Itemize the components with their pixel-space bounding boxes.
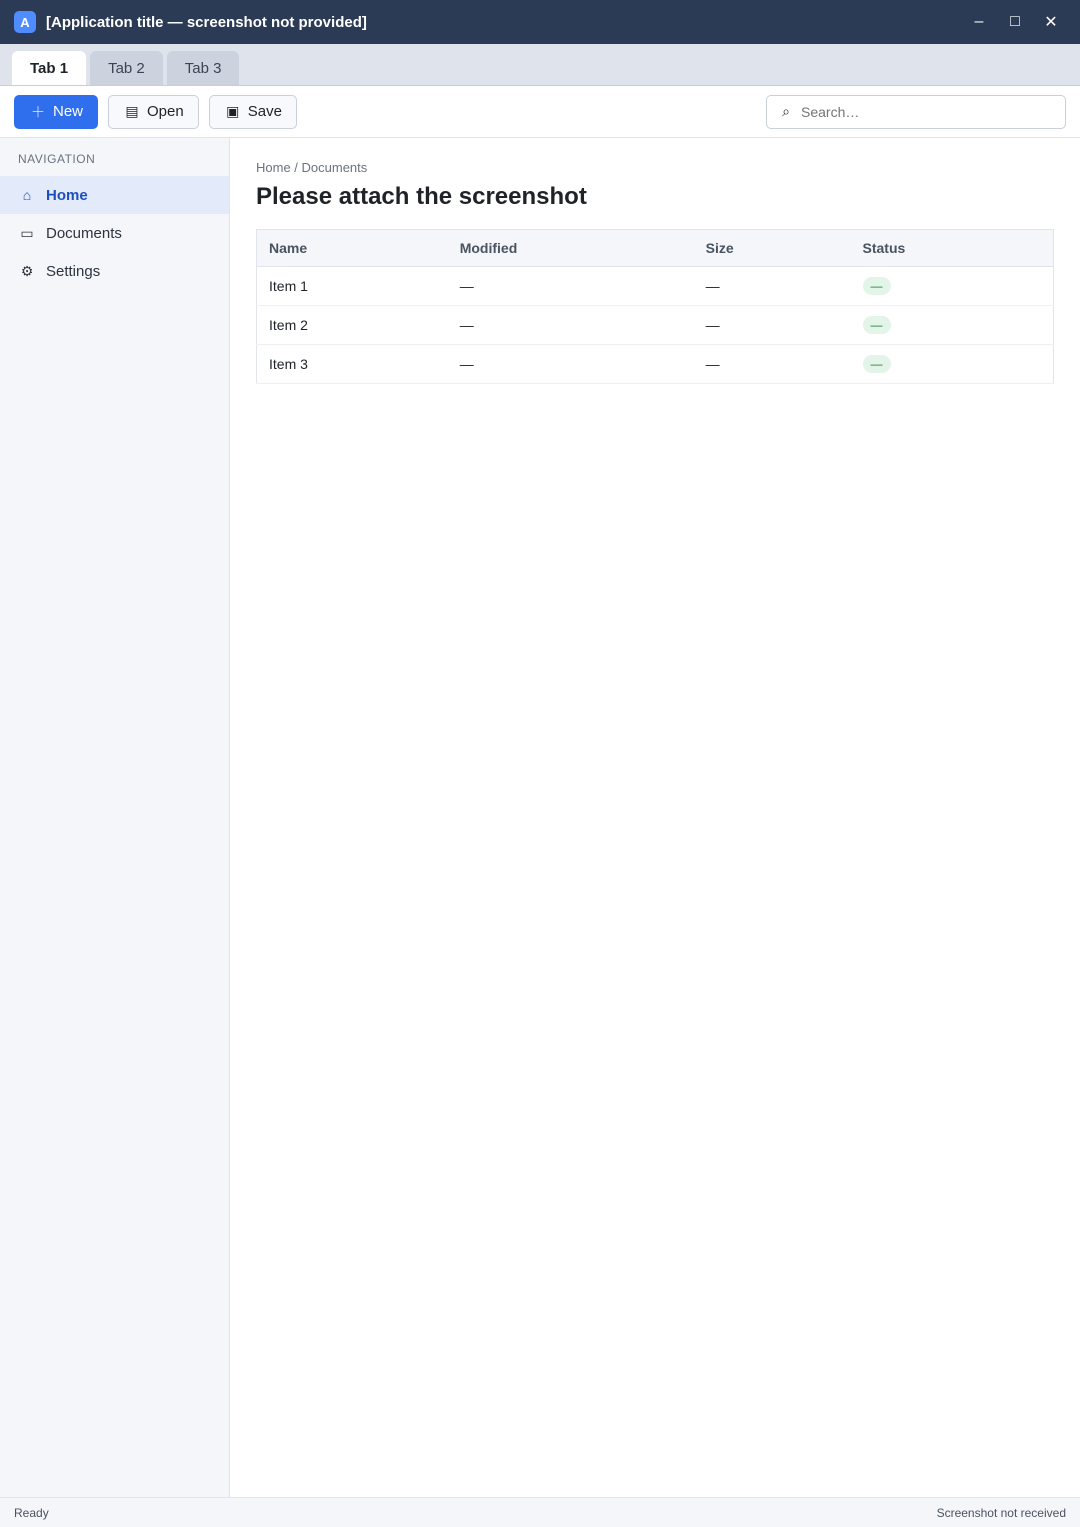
folder-icon: ▭: [20, 224, 34, 241]
status-badge: —: [863, 316, 891, 334]
breadcrumb[interactable]: Home / Documents: [256, 160, 368, 175]
table-header-row: [257, 230, 1054, 267]
table-cell: Item 2: [257, 306, 448, 345]
table-cell: Item 3: [257, 345, 448, 384]
column-header[interactable]: Name: [257, 230, 448, 267]
tab-1[interactable]: Tab 1: [12, 51, 86, 85]
page-title: Please attach the screenshot: [256, 183, 587, 210]
table-cell: —: [694, 306, 851, 345]
table-cell: [851, 306, 1054, 345]
tab-3[interactable]: Tab 3: [167, 51, 240, 85]
status-badge: —: [863, 277, 891, 295]
home-icon: ⌂: [22, 187, 32, 203]
window-title: [Application title — screenshot not provided]: [46, 13, 367, 31]
open-button[interactable]: [108, 95, 199, 129]
save-icon: ▣: [226, 103, 240, 119]
app-logo-icon: A: [14, 11, 36, 33]
new-button[interactable]: [14, 95, 98, 129]
main-panel: [230, 138, 1080, 1497]
table-cell: Item 1: [257, 267, 448, 306]
toolbar: [0, 86, 1080, 138]
save-button[interactable]: [209, 95, 297, 129]
gear-icon: ⚙: [20, 262, 34, 279]
maximize-button[interactable]: □: [1010, 13, 1020, 30]
search-box[interactable]: [766, 95, 1066, 129]
close-button[interactable]: ✕: [1044, 14, 1058, 31]
plus-icon: ＋: [31, 103, 45, 120]
minimize-button[interactable]: –: [974, 13, 984, 30]
table-row[interactable]: [257, 267, 1054, 306]
table-cell: [851, 345, 1054, 384]
open-button-label: Open: [147, 103, 184, 120]
data-table: [256, 229, 1054, 384]
table-cell: —: [694, 345, 851, 384]
search-input[interactable]: [801, 104, 1055, 120]
status-badge: —: [863, 355, 891, 373]
sidebar-item-home[interactable]: [0, 176, 229, 214]
new-button-label: New: [53, 103, 84, 120]
table-cell: —: [448, 345, 694, 384]
table-cell: —: [448, 267, 694, 306]
folder-open-icon: ▤: [125, 103, 139, 119]
content-area: [0, 138, 1080, 1497]
status-text-right: Screenshot not received: [936, 1505, 1066, 1520]
save-button-label: Save: [247, 103, 282, 120]
status-bar: [0, 1497, 1080, 1527]
title-bar[interactable]: [0, 0, 1080, 44]
table-row[interactable]: [257, 306, 1054, 345]
sidebar-item-label: Documents: [46, 224, 122, 242]
sidebar-item-documents[interactable]: [0, 214, 229, 252]
table-row[interactable]: [257, 345, 1054, 384]
sidebar-item-label: Home: [46, 186, 88, 204]
status-text-left: Ready: [14, 1505, 49, 1520]
tab-2[interactable]: Tab 2: [90, 51, 163, 85]
sidebar: [0, 138, 230, 1497]
column-header[interactable]: Modified: [448, 230, 694, 267]
table-cell: —: [694, 267, 851, 306]
sidebar-heading: NAVIGATION: [18, 152, 96, 166]
search-icon: ⌕: [782, 103, 790, 119]
table-cell: —: [448, 306, 694, 345]
sidebar-item-label: Settings: [46, 262, 101, 280]
column-header[interactable]: Status: [851, 230, 1054, 267]
table-cell: [851, 267, 1054, 306]
sidebar-item-settings[interactable]: [0, 252, 229, 290]
tab-bar: [0, 44, 1080, 86]
column-header[interactable]: Size: [694, 230, 851, 267]
